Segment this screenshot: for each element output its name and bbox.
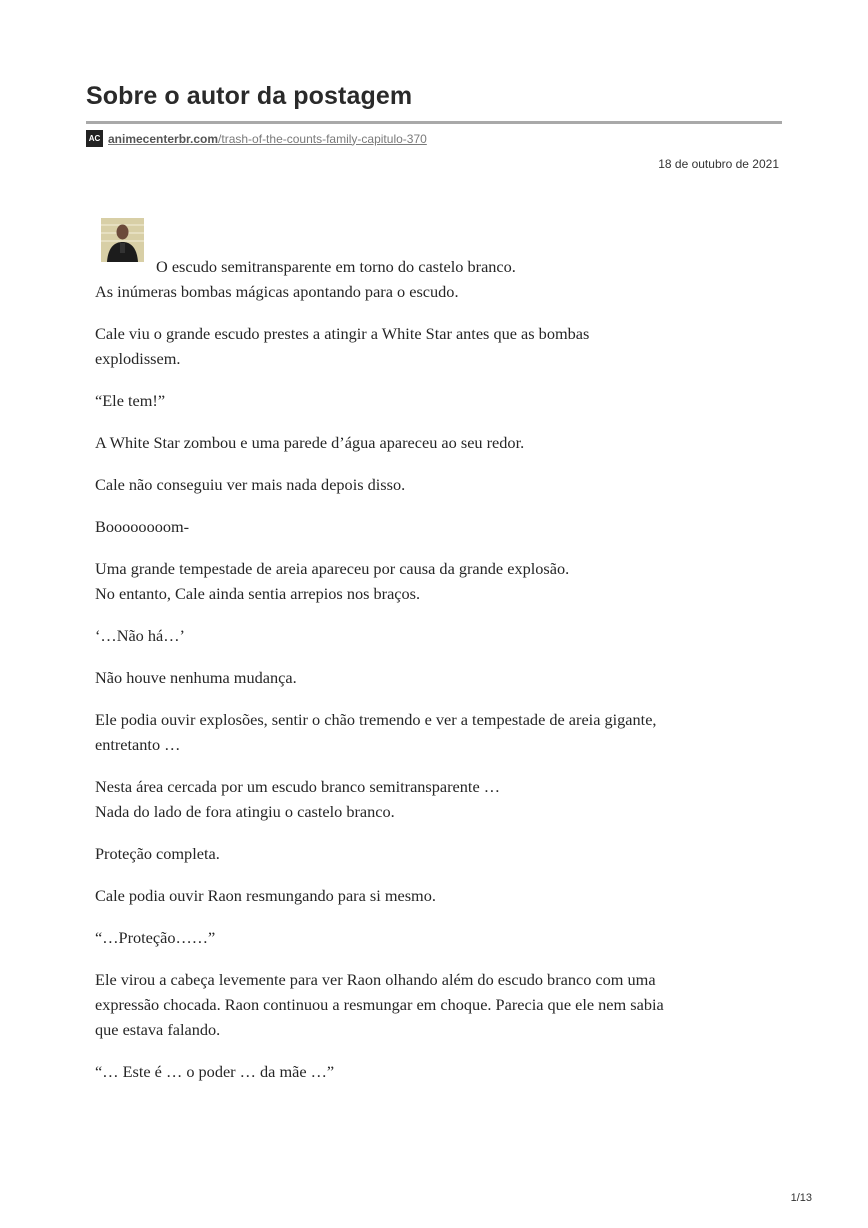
paragraph-line: ‘…Não há…’: [95, 626, 185, 645]
article-paragraph: [95, 925, 785, 950]
paragraph-line: A White Star zombou e uma parede d’água apareceu ao seu redor.: [95, 433, 525, 452]
paragraph-line: Ele virou a cabeça levemente para ver Raon olhando além do escudo branco com uma: [95, 970, 656, 989]
paragraph-line: No entanto, Cale ainda sentia arrepios nos braços.: [95, 584, 421, 603]
article-body: [95, 254, 785, 1101]
paragraph-line: Cale não conseguiu ver mais nada depois disso.: [95, 475, 406, 494]
paragraph-line: Boooooooom-: [95, 517, 190, 536]
paragraph-line: “…Proteção……”: [95, 928, 216, 947]
article-paragraph: [95, 388, 785, 413]
source-path: /trash-of-the-counts-family-capitulo-370: [218, 131, 427, 146]
paragraph-line: Nesta área cercada por um escudo branco semitransparente …: [95, 777, 501, 796]
source-domain: animecenterbr.com: [108, 131, 219, 146]
article-paragraph: [95, 430, 785, 455]
paragraph-line: entretanto …: [95, 735, 181, 754]
paragraph-line: O escudo semitransparente em torno do castelo branco.: [156, 257, 516, 276]
article-paragraph: [95, 556, 785, 606]
article-paragraph: [95, 1059, 785, 1084]
article-paragraph: [95, 883, 785, 908]
paragraph-line: Uma grande tempestade de areia apareceu por causa da grande explosão.: [95, 559, 570, 578]
paragraph-line: “… Este é … o poder … da mãe …”: [95, 1062, 335, 1081]
article-paragraph: [95, 774, 785, 824]
paragraph-line: Cale podia ouvir Raon resmungando para si mesmo.: [95, 886, 436, 905]
article-paragraph: [95, 472, 785, 497]
site-logo-icon: AC: [86, 130, 103, 147]
page-title: Sobre o autor da postagem: [86, 82, 413, 110]
article-paragraph: [95, 967, 785, 1042]
article-paragraph: [95, 254, 785, 304]
paragraph-line: que estava falando.: [95, 1020, 221, 1039]
article-paragraph: [95, 665, 785, 690]
paragraph-line: Ele podia ouvir explosões, sentir o chão tremendo e ver a tempestade de areia gigante,: [95, 710, 657, 729]
article-paragraph: [95, 841, 785, 866]
source-link[interactable]: [108, 132, 427, 146]
paragraph-line: “Ele tem!”: [95, 391, 166, 410]
source-line: [86, 130, 427, 147]
page-number: 1/13: [790, 1192, 812, 1204]
article-paragraph: [95, 514, 785, 539]
paragraph-line: As inúmeras bombas mágicas apontando para o escudo.: [95, 282, 459, 301]
article-paragraph: [95, 623, 785, 648]
paragraph-line: Não houve nenhuma mudança.: [95, 668, 297, 687]
title-divider: [86, 121, 782, 124]
article-paragraph: [95, 321, 785, 371]
post-date: 18 de outubro de 2021: [658, 157, 779, 171]
paragraph-line: Cale viu o grande escudo prestes a atingir a White Star antes que as bombas: [95, 324, 590, 343]
paragraph-line: explodissem.: [95, 349, 181, 368]
paragraph-line: Proteção completa.: [95, 844, 220, 863]
paragraph-line: Nada do lado de fora atingiu o castelo branco.: [95, 802, 395, 821]
article-paragraph: [95, 707, 785, 757]
paragraph-line: expressão chocada. Raon continuou a resmungar em choque. Parecia que ele nem sabia: [95, 995, 664, 1014]
